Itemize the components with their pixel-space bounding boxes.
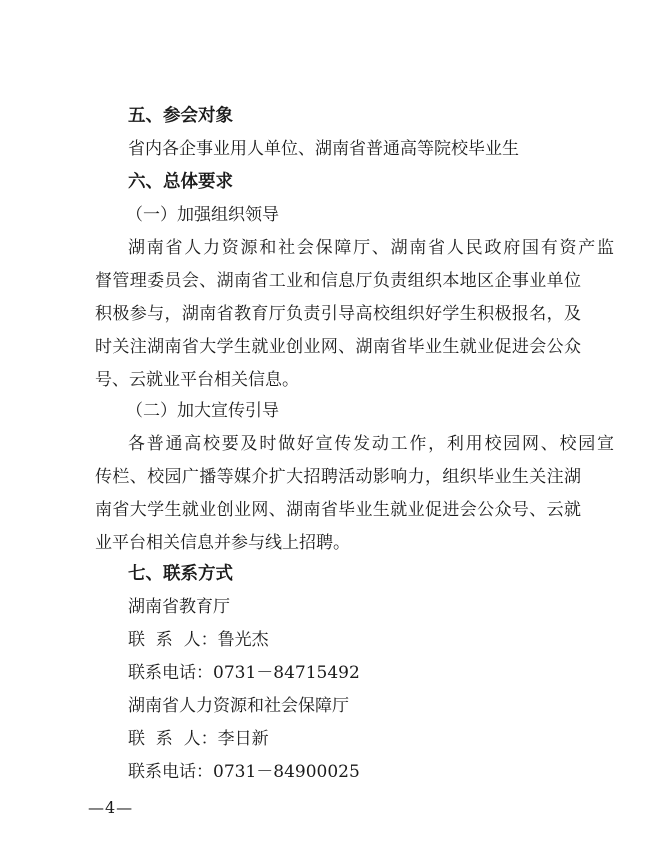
subheading-publicity: （二）加大宣传引导: [126, 401, 279, 421]
contact-person: 联 系 人：李日新: [128, 729, 269, 749]
paragraph-line: 积极参与，湖南省教育厅负责引导高校组织好学生积极报名，及: [95, 304, 581, 324]
page-number: —4—: [88, 798, 134, 817]
paragraph-line: 业平台相关信息并参与线上招聘。: [95, 533, 350, 553]
paragraph-line: 各普通高校要及时做好宣传发动工作，利用校园网、校园宣: [128, 434, 614, 454]
paragraph-line: 湖南省人力资源和社会保障厅、湖南省人民政府国有资产监: [128, 238, 614, 258]
participants-text: 省内各企事业用人单位、湖南省普通高等院校毕业生: [128, 139, 519, 159]
paragraph-line: 时关注湖南省大学生就业创业网、湖南省毕业生就业促进会公众: [95, 337, 581, 357]
contact-phone: 联系电话：0731－84900025: [128, 762, 360, 782]
contact-person: 联 系 人：鲁光杰: [128, 630, 269, 650]
contact-phone: 联系电话：0731－84715492: [128, 663, 360, 683]
contact-organization: 湖南省人力资源和社会保障厅: [128, 696, 349, 716]
section-heading-participants: 五、参会对象: [128, 106, 233, 126]
paragraph-line: 号、云就业平台相关信息。: [95, 370, 299, 390]
paragraph-line: 督管理委员会、湖南省工业和信息厅负责组织本地区企事业单位: [95, 271, 581, 291]
contact-organization: 湖南省教育厅: [128, 597, 230, 617]
section-heading-contact: 七、联系方式: [128, 564, 233, 584]
paragraph-line: 南省大学生就业创业网、湖南省毕业生就业促进会公众号、云就: [95, 500, 581, 520]
section-heading-requirements: 六、总体要求: [128, 172, 233, 192]
paragraph-line: 传栏、校园广播等媒介扩大招聘活动影响力，组织毕业生关注湖: [95, 467, 581, 487]
subheading-organization: （一）加强组织领导: [126, 205, 279, 225]
